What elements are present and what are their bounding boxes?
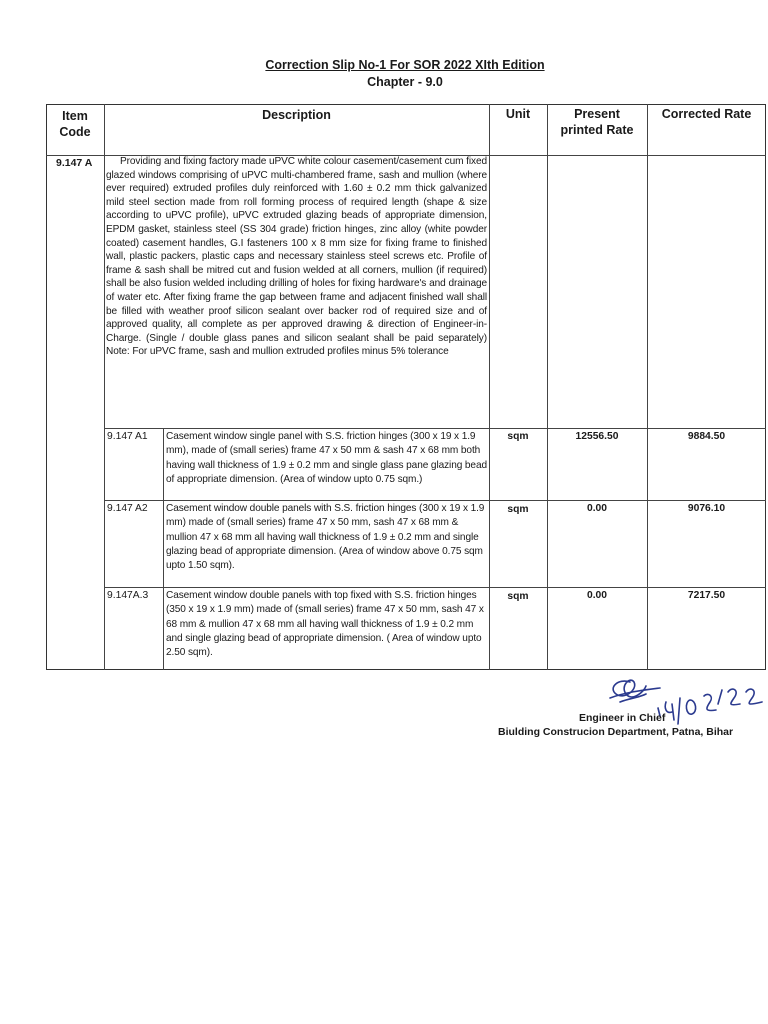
sub-item-corrected-rate: 7217.50 xyxy=(687,590,726,601)
row-divider xyxy=(104,500,766,501)
sub-item-description: Casement window single panel with S.S. friction hinges (300 x 19 x 1.9 mm), made of (small series) frame 47 x 50 mm & sash 47 x 68 mm both having wall thickness of 1.9 ± 0.2 mm and single glass pane glazing bead of appropriate dimension. (Area of window upto 0.75 sqm.) xyxy=(166,431,487,485)
document-title: Correction Slip No-1 For SOR 2022 XIth Edition xyxy=(265,58,545,72)
col-divider xyxy=(547,104,548,670)
signatory-designation: Engineer in Chief xyxy=(579,712,666,724)
header-item-code-line1: Item xyxy=(62,109,88,123)
header-item-code xyxy=(46,108,104,140)
row-divider xyxy=(104,428,766,429)
main-item-description-text: Providing and fixing factory made uPVC white colour casement/casement cum fixed glazed windows comprising of uPVC multi-chambered frame, sash and mullion (where ever required) extruded profiles duly reinforced with 1.60 ± 0.2 mm thick galvanized mild steel section made from roll forming process of required length (shape & size according to uPVC profile), uPVC extruded glazing beads of appropriate dimension, EPDM gasket, stainless steel (SS 304 grade) friction hinges, zinc alloy (white powder coated) casement handles, G.I fasteners 100 x 8 mm size for fixing frame to finished wall, plastic packers, plastic caps and necessary stainless steel screws etc. Profile of frame & sash shall be mitred cut and fusion welded at all corners, mullion (if required) shall be also fusion welded including drilling of holes for fixing hardware's and drainage of water etc. After fixing frame the gap between frame and adjacent finished wall shall be filled with weather proof silicon sealant over backer rod of required size and of approved quality, all complete as per approved drawing & direction of Engineer-in-Charge. (Single / double glass panes and silicon sealant shall be paid separately) Note: For uPVC frame, sash and mullion extruded profiles minus 5% tolerance xyxy=(106,156,487,358)
main-item-code: 9.147 A xyxy=(56,157,93,169)
sub-item-code: 9.147 A2 xyxy=(107,503,148,514)
header-present-rate xyxy=(547,106,647,138)
header-present-line1: Present xyxy=(574,107,620,121)
sub-item-unit: sqm xyxy=(507,431,529,442)
header-present-line2: printed Rate xyxy=(560,123,634,137)
sub-item-present-rate: 0.00 xyxy=(586,590,608,601)
sub-item-code: 9.147 A1 xyxy=(107,431,148,442)
sub-item-unit: sqm xyxy=(507,504,529,515)
sub-item-present-rate: 0.00 xyxy=(586,503,608,514)
col-divider xyxy=(489,104,490,670)
sub-item-code: 9.147A.3 xyxy=(107,590,149,601)
header-item-code-line2: Code xyxy=(59,125,91,139)
chapter-label: Chapter - 9.0 xyxy=(367,75,443,89)
header-description: Description xyxy=(262,108,331,122)
row-divider xyxy=(104,587,766,588)
col-divider xyxy=(163,428,164,670)
header-unit: Unit xyxy=(505,107,531,121)
signatory-department: Biulding Construcion Department, Patna, Bihar xyxy=(498,726,734,738)
sub-item-unit: sqm xyxy=(507,591,529,602)
col-divider xyxy=(104,104,105,670)
sub-item-present-rate: 12556.50 xyxy=(575,431,619,442)
sub-item-description: Casement window double panels with S.S. friction hinges (300 x 19 x 1.9 mm) made of (small series) frame 47 x 50 mm, sash 47 x 68 mm & mullion 47 x 68 mm all having wall thickness of 1.9 ± 0.2 mm and single glazing bead of appropriate dimension. (Area of window above 0.75 sqm upto 1.50 sqm). xyxy=(166,503,485,572)
sub-item-corrected-rate: 9884.50 xyxy=(687,431,726,442)
header-corrected-rate: Corrected Rate xyxy=(661,107,752,121)
sub-item-corrected-rate: 9076.10 xyxy=(687,503,726,514)
main-item-description xyxy=(106,155,487,359)
col-divider xyxy=(647,104,648,670)
sub-item-description: Casement window double panels with top fixed with S.S. friction hinges (350 x 19 x 1.9 mm) made of (small series) frame 47 x 50 mm, sash 47 x 68 mm & mullion 47 x 68 mm all having wall thickness of 1.9 ± 0.2 mm and single glazing bead of appropriate dimension. ( Area of window upto 2.50 sqm). xyxy=(166,590,484,659)
